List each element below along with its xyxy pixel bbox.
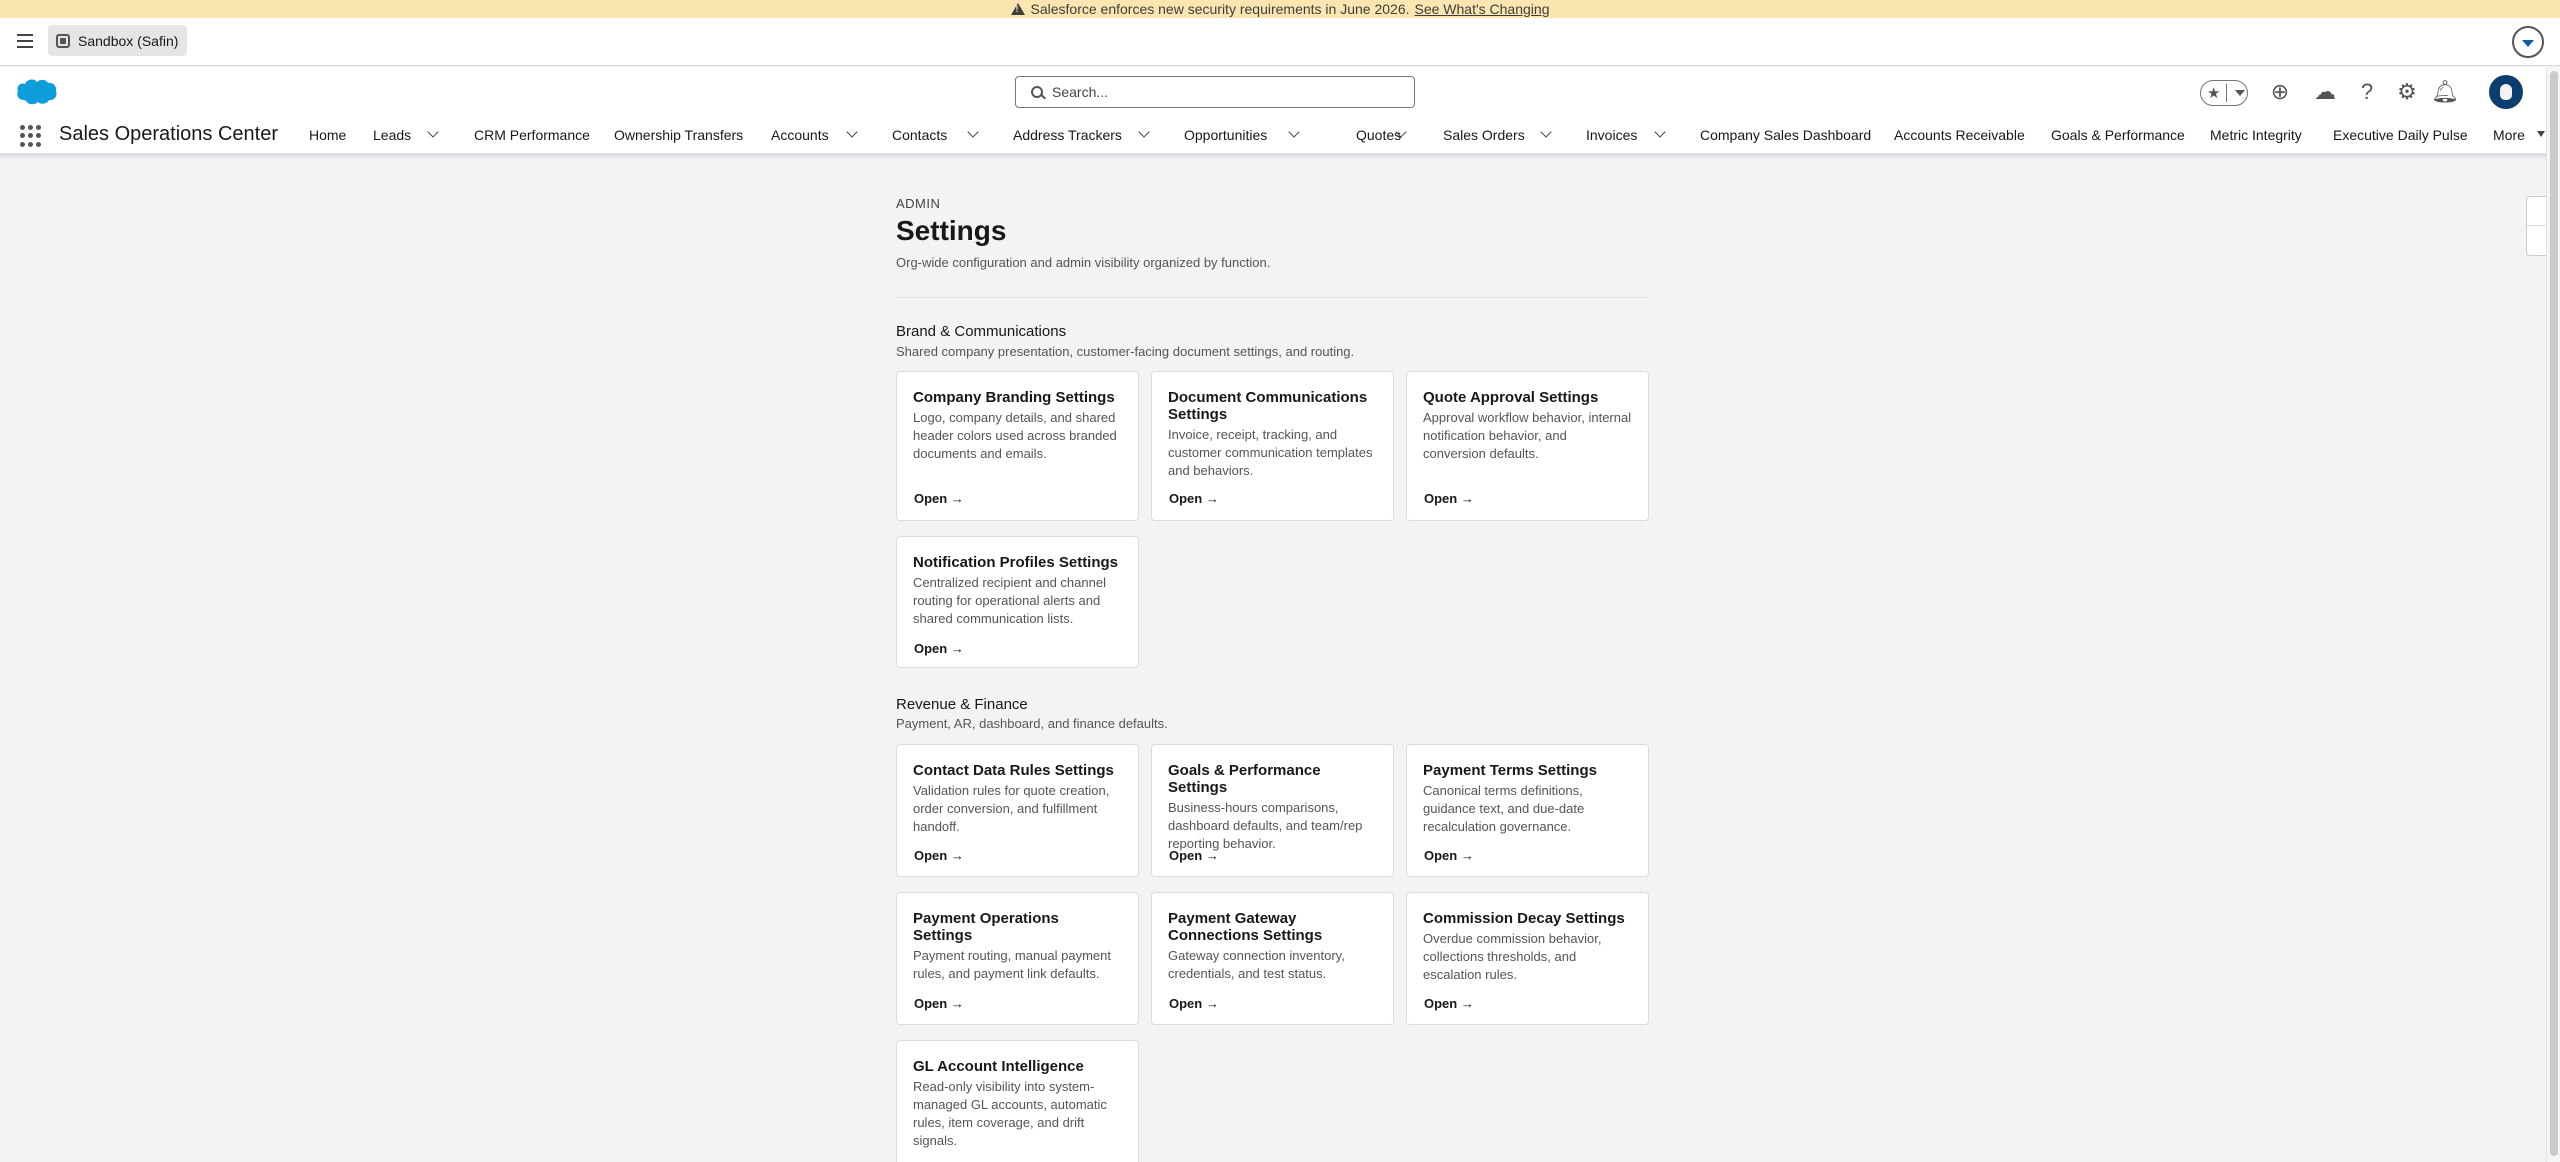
- nav-item-address-trackers[interactable]: Address Trackers: [1013, 127, 1122, 143]
- global-header: [0, 67, 2560, 117]
- nav-item-ownership-transfers[interactable]: Ownership Transfers: [614, 127, 744, 143]
- card-title: Company Branding Settings: [913, 389, 1115, 406]
- page-scrollbar[interactable]: [2546, 67, 2560, 1162]
- nav-item-accounts[interactable]: Accounts: [771, 127, 829, 143]
- nav-item-more[interactable]: More: [2493, 127, 2525, 143]
- card-title: Document Communications Settings: [1168, 389, 1368, 423]
- section-desc-revenue-finance: Payment, AR, dashboard, and finance defaults.: [896, 716, 1168, 731]
- security-banner: [0, 0, 2560, 18]
- card-open-link[interactable]: Open →: [914, 641, 964, 656]
- card-title: Goals & Performance Settings: [1168, 762, 1321, 796]
- card-title: Quote Approval Settings: [1423, 389, 1599, 406]
- card-open-link[interactable]: Open →: [1424, 491, 1474, 506]
- sandbox-icon: [56, 34, 70, 48]
- accounts-chevron-down-icon[interactable]: [847, 128, 857, 138]
- card-description: Invoice, receipt, tracking, and customer communication templates and behaviors.: [1168, 427, 1373, 478]
- contacts-chevron-down-icon[interactable]: [968, 128, 978, 138]
- card-open-link[interactable]: Open →: [1424, 848, 1474, 863]
- card-open-link[interactable]: Open →: [1424, 996, 1474, 1011]
- settings-card-payment-gateway-connections[interactable]: [1151, 892, 1394, 1025]
- card-open-link[interactable]: Open →: [1169, 996, 1219, 1011]
- nav-item-goals-performance[interactable]: Goals & Performance: [2051, 127, 2185, 143]
- card-description: Business-hours comparisons, dashboard defaults, and team/rep reporting behavior.: [1168, 800, 1363, 851]
- card-description: Payment routing, manual payment rules, and payment link defaults.: [913, 948, 1111, 981]
- settings-card-contact-data-rules[interactable]: [896, 744, 1139, 877]
- nav-item-opportunities[interactable]: Opportunities: [1184, 127, 1268, 143]
- favorites-caret-icon: [2235, 90, 2245, 96]
- card-description: Logo, company details, and shared header colors used across branded documents and emails.: [913, 410, 1117, 461]
- card-description: Validation rules for quote creation, order conversion, and fulfillment handoff.: [913, 783, 1110, 834]
- settings-card-company-branding[interactable]: [896, 371, 1139, 521]
- settings-card-document-communications[interactable]: [1151, 371, 1394, 521]
- settings-card-payment-terms[interactable]: [1406, 744, 1649, 877]
- card-title: Commission Decay Settings: [1423, 910, 1625, 927]
- quotes-chevron-down-icon[interactable]: [1396, 128, 1406, 138]
- warning-icon: [1011, 3, 1025, 15]
- favorites-star-icon: ★: [2207, 85, 2221, 102]
- settings-card-quote-approval[interactable]: [1406, 371, 1649, 521]
- sandbox-label: Sandbox (Safin): [78, 32, 179, 49]
- search-input[interactable]: [1052, 84, 1392, 100]
- nav-item-crm-performance[interactable]: CRM Performance: [474, 127, 590, 143]
- sandbox-dropdown-button[interactable]: [2512, 26, 2544, 58]
- card-title: Notification Profiles Settings: [913, 554, 1119, 571]
- global-search-box[interactable]: [1015, 76, 1415, 108]
- card-open-link[interactable]: Open →: [1169, 848, 1219, 863]
- nav-item-metric-integrity[interactable]: Metric Integrity: [2210, 127, 2302, 143]
- nav-item-invoices[interactable]: Invoices: [1586, 127, 1638, 143]
- settings-card-goals-performance[interactable]: [1151, 744, 1394, 877]
- section-title-revenue-finance: Revenue & Finance: [896, 696, 1028, 713]
- card-open-link[interactable]: Open →: [914, 996, 964, 1011]
- settings-card-commission-decay[interactable]: [1406, 892, 1649, 1025]
- nav-item-quotes[interactable]: Quotes: [1356, 127, 1402, 143]
- card-title: Payment Gateway Connections Settings: [1168, 910, 1323, 944]
- settings-card-notification-profiles[interactable]: [896, 536, 1139, 668]
- card-description: Centralized recipient and channel routing for operational alerts and shared communication lists.: [913, 575, 1106, 626]
- card-description: Gateway connection inventory, credentials, and test status.: [1168, 948, 1345, 981]
- card-title: Payment Terms Settings: [1423, 762, 1597, 779]
- page-eyebrow: ADMIN: [896, 196, 941, 211]
- card-title: GL Account Intelligence: [913, 1058, 1084, 1075]
- more-caret-icon[interactable]: [2537, 131, 2545, 137]
- help-icon[interactable]: ?: [2360, 79, 2374, 104]
- card-description: Approval workflow behavior, internal notification behavior, and conversion defaults.: [1423, 410, 1632, 461]
- app-name: Sales Operations Center: [59, 123, 279, 145]
- app-launcher-icon[interactable]: [20, 125, 42, 147]
- nav-item-contacts[interactable]: Contacts: [892, 127, 948, 143]
- notifications-bell-icon[interactable]: 🔔︎: [2431, 79, 2459, 104]
- address-trackers-chevron-down-icon[interactable]: [1139, 128, 1149, 138]
- nav-item-accounts-receivable[interactable]: Accounts Receivable: [1894, 127, 2025, 143]
- page-subtitle: Org-wide configuration and admin visibility organized by function.: [896, 255, 1271, 270]
- favorites-button[interactable]: [2200, 80, 2248, 106]
- nav-item-home[interactable]: Home: [309, 127, 347, 143]
- leads-chevron-down-icon[interactable]: [428, 128, 438, 138]
- section-desc-brand-communications: Shared company presentation, customer-facing document settings, and routing.: [896, 344, 1355, 359]
- salesforce-logo[interactable]: [15, 77, 58, 107]
- header-utility-icons: [2200, 67, 2560, 117]
- user-avatar[interactable]: [2489, 75, 2523, 109]
- card-open-link[interactable]: Open →: [914, 848, 964, 863]
- section-title-brand-communications: Brand & Communications: [896, 323, 1067, 340]
- hamburger-menu-icon[interactable]: [17, 34, 33, 48]
- banner-link[interactable]: See What's Changing: [1414, 1, 1550, 17]
- app-navigation-bar: [0, 117, 2560, 156]
- invoices-chevron-down-icon[interactable]: [1655, 128, 1665, 138]
- header-divider: [896, 297, 1650, 298]
- settings-card-gl-account-intelligence[interactable]: [896, 1040, 1139, 1162]
- scrollbar-thumb[interactable]: [2550, 71, 2558, 1156]
- banner-message: Salesforce enforces new security requirements in June 2026.: [1030, 1, 1410, 17]
- sandbox-indicator[interactable]: [48, 25, 187, 56]
- card-open-link[interactable]: Open →: [1169, 491, 1219, 506]
- opportunities-chevron-down-icon[interactable]: [1289, 128, 1299, 138]
- sandbox-bar: [0, 18, 2560, 66]
- nav-item-executive-daily-pulse[interactable]: Executive Daily Pulse: [2333, 127, 2468, 143]
- card-description: Read-only visibility into system-managed GL accounts, automatic rules, item coverage, and drift signals.: [913, 1079, 1107, 1148]
- search-icon: [1031, 86, 1043, 98]
- nav-item-sales-orders[interactable]: Sales Orders: [1443, 127, 1525, 143]
- card-title: Contact Data Rules Settings: [913, 762, 1114, 779]
- card-description: Overdue commission behavior, collections thresholds, and escalation rules.: [1423, 931, 1602, 982]
- sales-orders-chevron-down-icon[interactable]: [1541, 128, 1551, 138]
- card-description: Canonical terms definitions, guidance text, and due-date recalculation governance.: [1423, 783, 1585, 834]
- add-icon[interactable]: ⊕: [2270, 79, 2290, 104]
- settings-card-payment-operations[interactable]: [896, 892, 1139, 1025]
- setup-gear-icon[interactable]: ⚙: [2397, 79, 2417, 104]
- nav-item-leads[interactable]: Leads: [373, 127, 412, 143]
- card-title: Payment Operations Settings: [913, 910, 1059, 944]
- nav-item-company-sales-dashboard[interactable]: Company Sales Dashboard: [1700, 127, 1872, 143]
- card-open-link[interactable]: Open →: [914, 491, 964, 506]
- trailhead-icon[interactable]: ☁: [2314, 79, 2336, 104]
- page-title: Settings: [896, 215, 1007, 246]
- settings-page: [896, 196, 1650, 1148]
